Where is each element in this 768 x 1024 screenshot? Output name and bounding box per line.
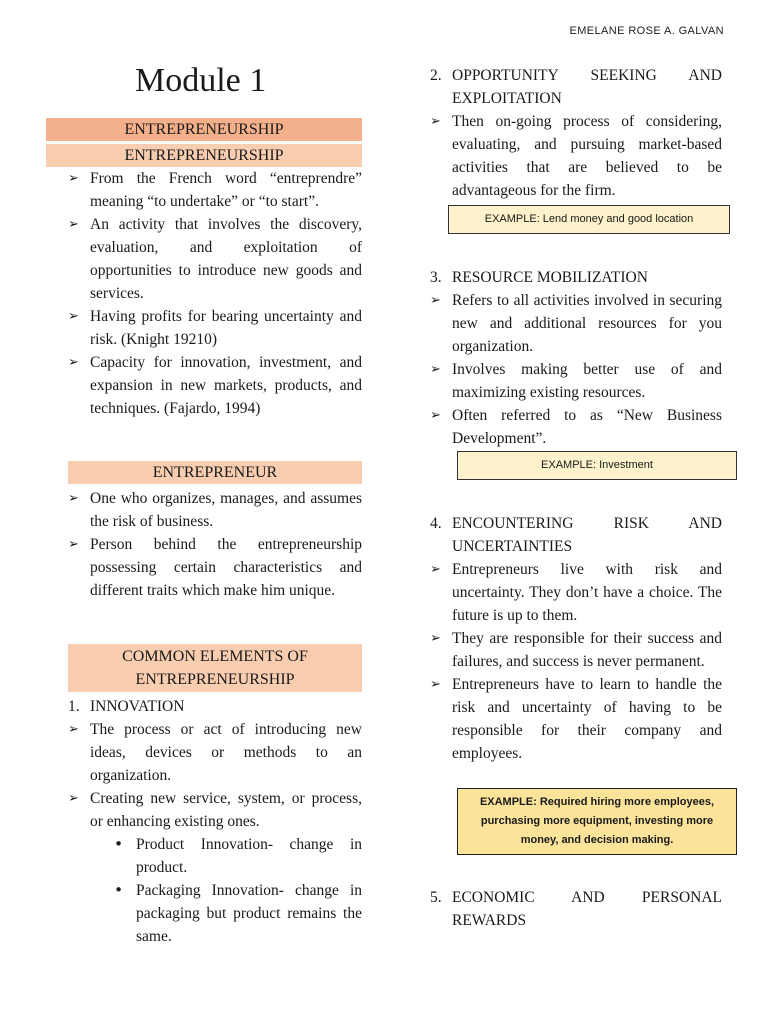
common-elements-section bbox=[68, 644, 362, 948]
section-band-entrepreneur: ENTREPRENEUR bbox=[68, 461, 362, 484]
list-item: ➢ Involves making better use of and maximizing existing resources. bbox=[430, 358, 722, 404]
rewards-section bbox=[430, 886, 722, 932]
list-item: ➢ Often referred to as “New Business Development”. bbox=[430, 404, 722, 450]
element-title: ECONOMIC AND PERSONAL REWARDS bbox=[452, 889, 722, 929]
entrepreneur-list bbox=[68, 487, 362, 602]
element-heading-rewards bbox=[430, 886, 722, 932]
risk-list bbox=[430, 558, 722, 765]
innovation-list bbox=[68, 718, 362, 833]
opportunity-section bbox=[430, 64, 722, 202]
example-box-opportunity: EXAMPLE: Lend money and good location bbox=[448, 205, 730, 234]
element-title: OPPORTUNITY SEEKING AND EXPLOITATION bbox=[452, 67, 722, 107]
resource-list bbox=[430, 289, 722, 450]
element-number: 3. bbox=[430, 269, 442, 286]
list-item: ➢ Person behind the entrepreneurship possessing certain characteristics and different traits which make him unique. bbox=[68, 533, 362, 602]
element-heading-resource bbox=[430, 266, 722, 289]
entrepreneur-section bbox=[68, 461, 362, 602]
list-item: ➢ Refers to all activities involved in securing new and additional resources for you organization. bbox=[430, 289, 722, 358]
example-box-risk: EXAMPLE: Required hiring more employees, purchasing more equipment, investing more money, and decision making. bbox=[457, 788, 737, 855]
innovation-sublist bbox=[68, 833, 362, 948]
sub-list-item: • Product Innovation- change in product. bbox=[114, 833, 362, 879]
section-band-entrepreneurship: ENTREPRENEURSHIP bbox=[46, 118, 362, 141]
example-box-resource: EXAMPLE: Investment bbox=[457, 451, 737, 480]
list-item: ➢ Then on-going process of considering, evaluating, and pursuing market-based activities that are believed to be advantageous for the firm. bbox=[430, 110, 722, 202]
list-item: ➢ The process or act of introducing new ideas, devices or methods to an organization. bbox=[68, 718, 362, 787]
list-item: ➢ An activity that involves the discovery, evaluation, and exploitation of opportunities to introduce new goods and services. bbox=[68, 213, 362, 305]
list-item: ➢ Capacity for innovation, investment, and expansion in new markets, products, and techniques. (Fajardo, 1994) bbox=[68, 351, 362, 420]
left-column bbox=[68, 118, 362, 420]
element-number: 1. bbox=[68, 698, 80, 715]
section-band-common-elements: COMMON ELEMENTS OF ENTREPRENEURSHIP bbox=[68, 644, 362, 692]
sub-list-item: • Packaging Innovation- change in packaging but product remains the same. bbox=[114, 879, 362, 948]
opportunity-list bbox=[430, 110, 722, 202]
list-item: ➢ They are responsible for their success and failures, and success is never permanent. bbox=[430, 627, 722, 673]
list-item: ➢ Creating new service, system, or process, or enhancing existing ones. bbox=[68, 787, 362, 833]
element-heading-opportunity bbox=[430, 64, 722, 110]
element-number: 2. bbox=[430, 67, 442, 84]
element-title: RESOURCE MOBILIZATION bbox=[452, 269, 648, 286]
list-item: ➢ One who organizes, manages, and assumes the risk of business. bbox=[68, 487, 362, 533]
element-title: ENCOUNTERING RISK AND UNCERTAINTIES bbox=[452, 515, 722, 555]
list-item: ➢ Entrepreneurs live with risk and uncertainty. They don’t have a choice. The future is up to them. bbox=[430, 558, 722, 627]
list-item: ➢ From the French word “entreprendre” meaning “to undertake” or “to start”. bbox=[68, 167, 362, 213]
list-item: ➢ Entrepreneurs have to learn to handle the risk and uncertainty of having to be responsible for their company and employees. bbox=[430, 673, 722, 765]
risk-section bbox=[430, 512, 722, 765]
section-band-entrepreneurship-sub: ENTREPRENEURSHIP bbox=[46, 144, 362, 167]
element-title: INNOVATION bbox=[90, 698, 185, 715]
element-number: 4. bbox=[430, 515, 442, 532]
element-number: 5. bbox=[430, 889, 442, 906]
module-title: Module 1 bbox=[135, 62, 267, 99]
element-heading-risk bbox=[430, 512, 722, 558]
resource-section bbox=[430, 266, 722, 450]
element-heading-innovation bbox=[68, 695, 362, 718]
entrepreneurship-list bbox=[68, 167, 362, 420]
list-item: ➢ Having profits for bearing uncertainty and risk. (Knight 19210) bbox=[68, 305, 362, 351]
author-name: EMELANE ROSE A. GALVAN bbox=[569, 25, 724, 37]
